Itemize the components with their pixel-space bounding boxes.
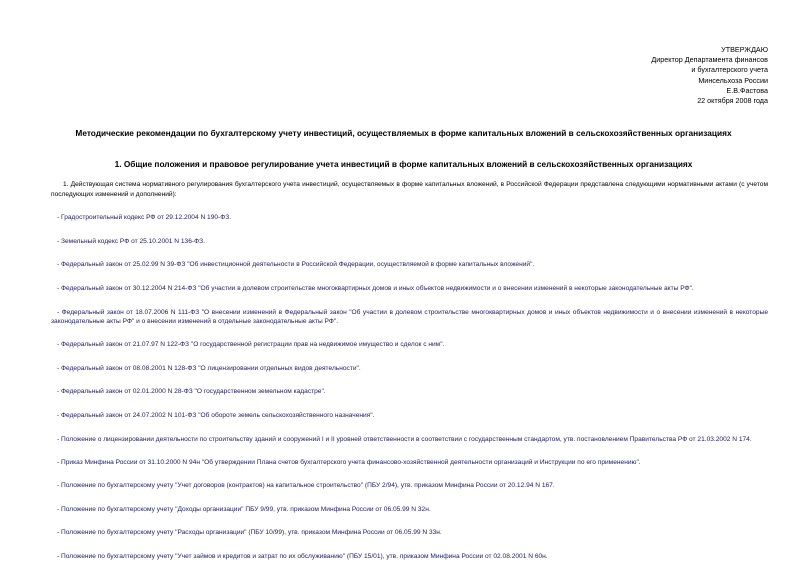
approval-date: 22 октября 2008 года <box>697 96 768 106</box>
list-item[interactable]: - Земельный кодекс РФ от 25.10.2001 N 136-ФЗ. <box>57 237 205 245</box>
approval-position-line-1: Директор Департамента финансов <box>651 55 768 65</box>
list-item[interactable]: - Федеральный закон от 02.01.2000 N 28-ФЗ "О государственном земельном кадастре". <box>57 388 326 396</box>
list-item[interactable]: - Федеральный закон от 24.07.2002 N 101-ФЗ "Об обороте земель сельскохозяйственного назначения". <box>57 411 375 419</box>
list-item[interactable]: - Положение по бухгалтерскому учету "Учет займов и кредитов и затрат по их обслуживанию" (ПБУ 15/01), утв. приказом Минфина России от 02.08.2001 N 60н. <box>57 552 548 560</box>
approval-position-line-2: и бухгалтерского учета <box>691 65 768 75</box>
section-heading: 1. Общие положения и правовое регулирование учета инвестиций в форме капитальных вложений в сельскохозяйственных организациях <box>114 159 693 169</box>
approval-ministry: Минсельхоза России <box>698 75 768 85</box>
list-item[interactable]: - Градостроительный кодекс РФ от 29.12.2004 N 190-ФЗ. <box>57 214 232 222</box>
approval-heading: УТВЕРЖДАЮ <box>721 45 768 54</box>
list-item[interactable]: - Федеральный закон от 30.12.2004 N 214-ФЗ "Об участии в долевом строительстве многоквартирных домов и иных объектов недвижимости и о внесении изменений в некоторые законодательные акты РФ". <box>57 284 694 292</box>
list-item[interactable]: - Положение по бухгалтерскому учету "Учет договоров (контрактов) на капитальное строительство" (ПБУ 2/94), утв. приказом Минфина России от 20.12.94 N 167. <box>57 482 555 490</box>
list-item[interactable]: - Положение о лицензировании деятельности по строительству зданий и сооружений I и II уровней ответственности в соответствии с государственным стандартом, утв. постановлением Правительства РФ от 21.03.2002 N 174. <box>57 435 752 443</box>
document-body <box>51 180 768 561</box>
approval-block <box>651 45 768 106</box>
list-item[interactable]: - Федеральный закон от 25.02.99 N 39-ФЗ "Об инвестиционной деятельности в Российской Федерации, осуществляемой в форме капитальных вложений". <box>57 261 535 269</box>
list-item[interactable]: - Положение по бухгалтерскому учету "Расходы организации" (ПБУ 10/99), утв. приказом Минфина России от 06.05.99 N 33н. <box>57 529 442 537</box>
document-title: Методические рекомендации по бухгалтерскому учету инвестиций, осуществляемых в форме капитальных вложений в сельскохозяйственных организациях <box>75 128 732 138</box>
list-item[interactable]: - Федеральный закон от 18.07.2006 N 111-ФЗ "О внесении изменений в Федеральный закон "Об участии в долевом строительстве многоквартирных домов и иных объектов недвижимости и о внесении изменений в некоторые законодательные акты РФ" и о внесении изменений в отдельные законодательные акты РФ". <box>51 308 768 326</box>
list-item[interactable]: - Положение по бухгалтерскому учету "Доходы организации" ПБУ 9/99, утв. приказом Минфина России от 06.05.99 N 32н. <box>57 505 431 513</box>
intro-paragraph: 1. Действующая система нормативного регулирования бухгалтерского учета инвестиций, осуществляемых в форме капитальных вложений, в Российской Федерации представлена следующими нормативными актами (с учетом последующих изменений и дополнений): <box>51 181 768 198</box>
list-item[interactable]: - Федеральный закон от 21.07.97 N 122-ФЗ "О государственной регистрации прав на недвижимое имущество и сделок с ним". <box>57 341 445 349</box>
approval-signer: Е.В.Фастова <box>726 85 768 95</box>
list-item[interactable]: - Федеральный закон от 08.08.2001 N 128-ФЗ "О лицензировании отдельных видов деятельности". <box>57 364 361 372</box>
list-item[interactable]: - Приказ Минфина России от 31.10.2000 N 94н "Об утверждении Плана счетов бухгалтерского учета финансово-хозяйственной деятельности организаций и Инструкции по его применению". <box>57 458 641 466</box>
